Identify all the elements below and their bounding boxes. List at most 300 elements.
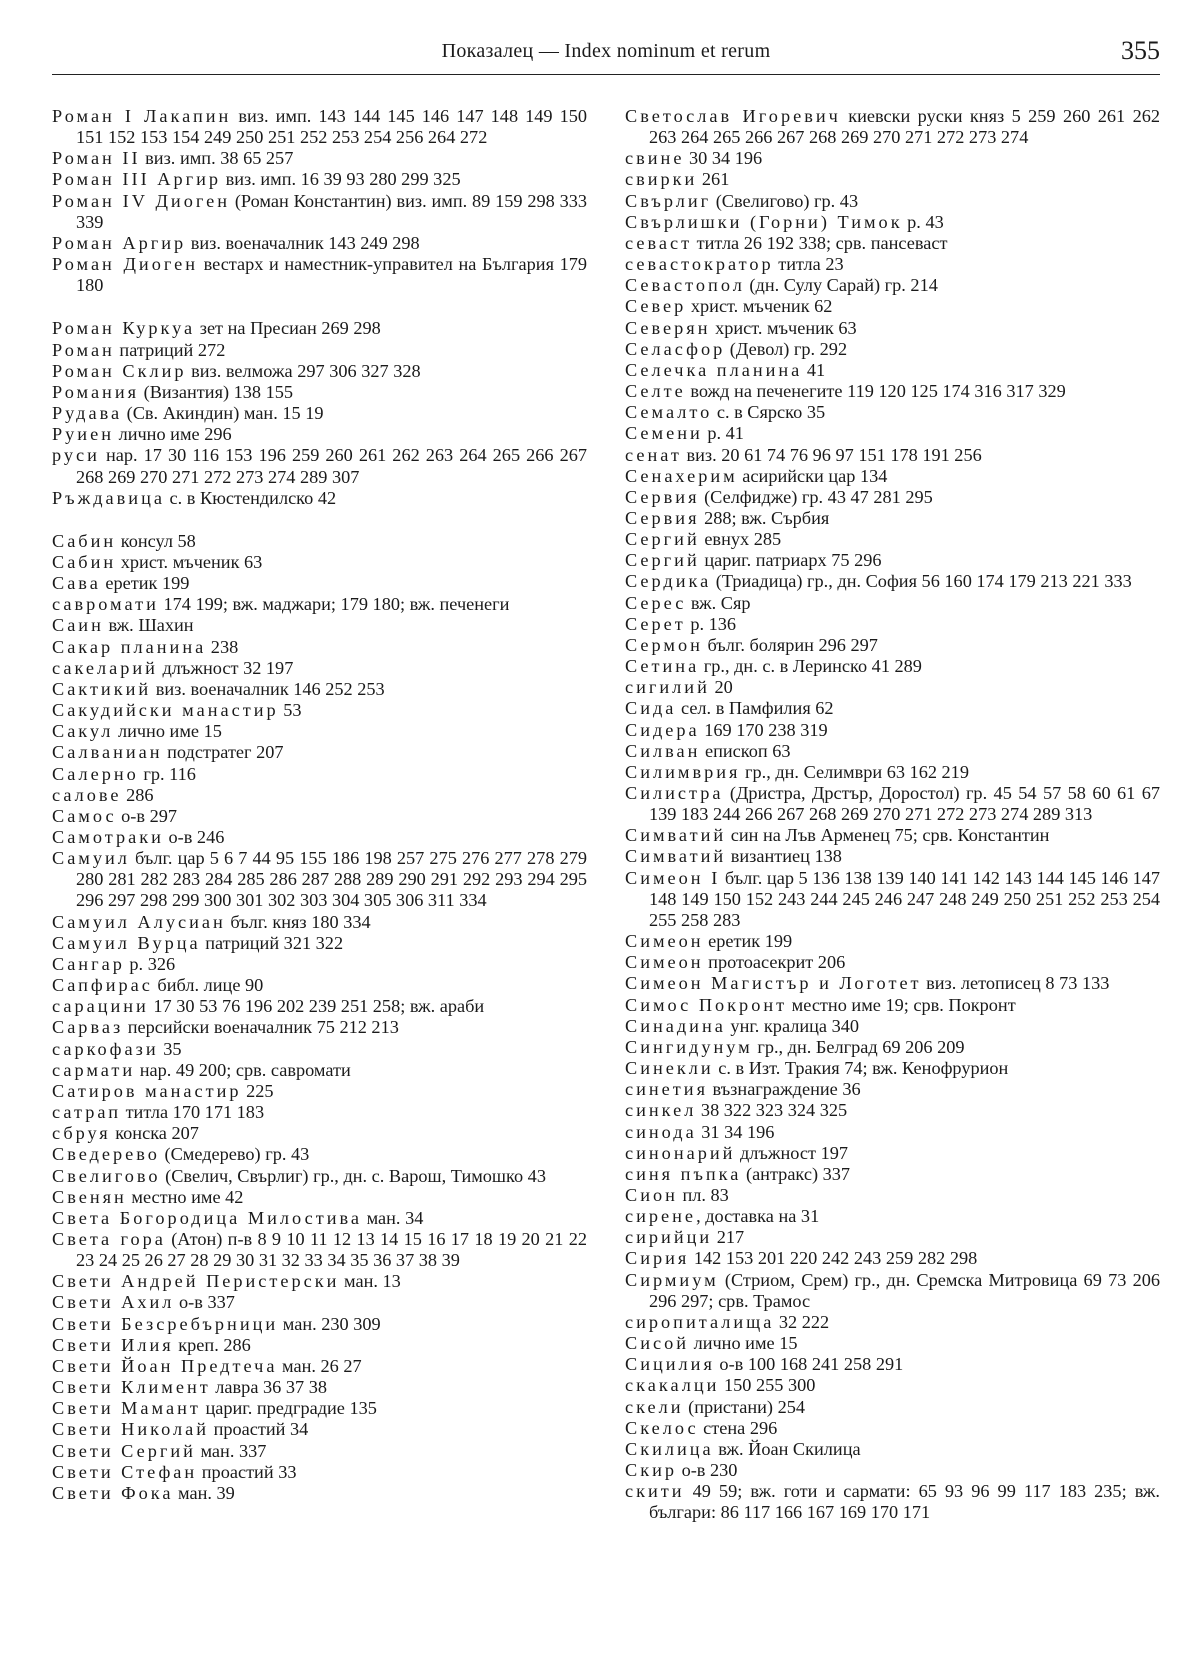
entry-headword: Роман IV Диоген — [52, 190, 230, 211]
index-entry — [52, 785, 587, 806]
entry-references: 35 — [158, 1038, 182, 1059]
entry-headword: Симос Покронт — [625, 994, 788, 1015]
entry-headword: Салерно — [52, 763, 139, 784]
entry-references: (Селфидже) гр. 43 47 281 295 — [699, 486, 933, 507]
entry-headword: Сактикий — [52, 678, 152, 699]
index-entry — [52, 954, 587, 975]
entry-headword: Свети Андрей Перистерски — [52, 1271, 340, 1292]
index-entry — [625, 550, 1160, 571]
index-entry — [52, 382, 587, 403]
entry-headword: Сердика — [625, 571, 712, 592]
index-entry — [625, 148, 1160, 169]
index-entry — [625, 741, 1160, 762]
entry-references: нар. 49 200; срв. савромати — [135, 1059, 351, 1080]
index-entry — [625, 1270, 1160, 1312]
entry-headword: сирийци — [625, 1227, 713, 1248]
entry-references: 225 — [241, 1080, 274, 1101]
entry-references: бълг. цар 5 6 7 44 95 155 186 198 257 275 276 277 278 279 280 281 282 283 284 285 286 287 288 289 290 291 292 293 294 295 296 297 298 299 300 301 302 303 304 305 306 311 334 — [76, 848, 587, 911]
index-entry — [52, 573, 587, 594]
entry-headword: Сион — [625, 1184, 678, 1205]
entry-references: (Смедерево) гр. 43 — [159, 1144, 310, 1165]
entry-headword: Света Богородица Милостива — [52, 1207, 363, 1228]
index-entry — [52, 721, 587, 742]
entry-headword: Саин — [52, 615, 104, 636]
index-entry — [625, 677, 1160, 698]
entry-references: 49 59; вж. готи и сармати: 65 93 96 99 117 183 235; вж. българи: 86 117 166 167 169 170 171 — [649, 1481, 1160, 1523]
index-entry — [625, 1397, 1160, 1418]
index-entry — [625, 698, 1160, 719]
entry-headword: сигилий — [625, 677, 710, 698]
entry-headword: Самос — [52, 805, 117, 826]
entry-headword: Свети Безсребърници — [52, 1313, 279, 1334]
entry-references: (Стриом, Срем) гр., дн. Сремска Митровица 69 73 206 296 297; срв. Трамос — [649, 1269, 1160, 1311]
entry-headword: Сапфирас — [52, 975, 153, 996]
index-entry — [625, 1227, 1160, 1248]
index-entry — [52, 1123, 587, 1144]
entry-references: еретик 199 — [100, 573, 190, 594]
entry-headword: Роман Аргир — [52, 232, 187, 253]
entry-references: вожд на печенегите 119 120 125 174 316 317 329 — [685, 381, 1066, 402]
index-entry — [52, 742, 587, 763]
entry-references: бълг. княз 180 334 — [225, 911, 371, 932]
entry-references: , доставка на 31 — [696, 1206, 820, 1227]
entry-headword: салове — [52, 784, 122, 805]
entry-references: с. в Сярско 35 — [712, 402, 826, 423]
index-entry — [52, 445, 587, 487]
entry-references: протоасекрит 206 — [703, 952, 846, 973]
entry-references: библ. лице 90 — [152, 975, 264, 996]
entry-headword: Свети Ахил — [52, 1292, 175, 1313]
entry-headword: Сидера — [625, 719, 700, 740]
index-entry — [625, 169, 1160, 190]
entry-headword: сирене — [625, 1206, 697, 1227]
entry-references: о-в 337 — [174, 1292, 235, 1313]
index-entry — [52, 1483, 587, 1504]
entry-references: нар. 17 30 116 153 196 259 260 261 262 263 264 265 266 267 268 269 270 271 272 273 274 289 307 — [76, 445, 587, 487]
entry-references: р. 136 — [685, 613, 737, 634]
entry-headword: севастократор — [625, 254, 774, 275]
entry-references: 261 — [697, 169, 730, 190]
entry-headword: Светослав Игоревич — [625, 106, 841, 126]
index-entry — [52, 340, 587, 361]
entry-headword: Селечка планина — [625, 359, 803, 380]
index-entry — [625, 1333, 1160, 1354]
entry-references: (Атон) п-в 8 9 10 11 12 13 14 15 16 17 18 19 20 21 22 23 24 25 26 27 28 29 30 31 32 33 34 35 36 37 38 39 — [76, 1228, 587, 1271]
entry-references: ман. 230 309 — [278, 1313, 381, 1334]
entry-headword: синонарий — [625, 1142, 736, 1163]
index-entry — [52, 148, 587, 169]
index-entry — [625, 1164, 1160, 1185]
index-entry — [52, 1081, 587, 1102]
index-entry — [625, 275, 1160, 296]
index-entry — [625, 508, 1160, 529]
entry-headword: Сава — [52, 573, 101, 594]
index-entry — [625, 1460, 1160, 1481]
entry-references: асирийски цар 134 — [737, 465, 888, 486]
index-entry — [625, 1206, 1160, 1227]
entry-headword: Скелос — [625, 1417, 699, 1438]
entry-headword: Сакар планина — [52, 636, 207, 657]
entry-headword: Сангар — [52, 953, 125, 974]
entry-headword: Сабин — [52, 551, 117, 572]
entry-headword: Роман I Лакапин — [52, 106, 232, 126]
entry-headword: Сенахерим — [625, 465, 738, 486]
index-entry — [625, 466, 1160, 487]
index-entry — [52, 1039, 587, 1060]
entry-references: бълг. цар 5 136 138 139 140 141 142 143 144 145 146 147 148 149 150 152 243 244 245 246 247 248 249 250 251 252 253 254 255 258 283 — [649, 867, 1160, 930]
index-entry — [625, 614, 1160, 635]
entry-headword: саркофази — [52, 1038, 159, 1059]
index-entry — [52, 1271, 587, 1292]
entry-headword: Сабин — [52, 530, 117, 551]
index-entry — [52, 1398, 587, 1419]
entry-headword: сарацини — [52, 996, 149, 1017]
index-entry — [52, 679, 587, 700]
entry-headword: Роман Склир — [52, 360, 187, 381]
entry-headword: Сервия — [625, 507, 700, 528]
index-entry — [52, 615, 587, 636]
entry-headword: Свети Йоан Предтеча — [52, 1355, 278, 1376]
index-entry — [52, 106, 587, 148]
entry-references: сел. в Памфилия 62 — [676, 698, 834, 719]
entry-references: христ. мъченик 63 — [116, 551, 263, 572]
entry-references: вж. Шахин — [103, 615, 194, 636]
entry-references: с. в Кюстендилско 42 — [164, 487, 337, 508]
entry-headword: свирки — [625, 169, 698, 190]
index-entry — [52, 700, 587, 721]
entry-references: гр., дн. Белград 69 206 209 — [752, 1036, 965, 1057]
entry-headword: Салваниан — [52, 742, 163, 763]
entry-references: цариг. патриарх 75 296 — [699, 550, 882, 571]
entry-references: местно име 19; срв. Покронт — [787, 994, 1016, 1015]
entry-headword: Свети Сергий — [52, 1440, 196, 1461]
entry-headword: Сицилия — [625, 1354, 715, 1375]
index-entry — [625, 783, 1160, 825]
entry-references: местно име 42 — [126, 1186, 244, 1207]
entry-headword: Сакул — [52, 721, 114, 742]
entry-headword: савромати — [52, 594, 159, 615]
index-entry — [52, 403, 587, 424]
index-entry — [625, 1122, 1160, 1143]
entry-references: (дн. Сулу Сарай) гр. 214 — [744, 275, 938, 296]
index-entry — [625, 952, 1160, 973]
entry-references: ман. 13 — [339, 1271, 401, 1292]
index-entry — [625, 212, 1160, 233]
letter-gap — [52, 296, 587, 318]
entry-headword: руси — [52, 445, 100, 466]
index-entry — [52, 594, 587, 615]
index-entry — [625, 1439, 1160, 1460]
entry-headword: Роман Диоген — [52, 254, 198, 275]
entry-references: вж. Сяр — [686, 592, 751, 613]
index-entry — [625, 1375, 1160, 1396]
entry-references: син на Лъв Арменец 75; срв. Константин — [726, 825, 1050, 846]
entry-references: р. 326 — [124, 953, 176, 974]
index-entry — [52, 1017, 587, 1038]
entry-headword: Сингидунум — [625, 1036, 753, 1057]
index-entry — [52, 1335, 587, 1356]
entry-references: (Свелигово) гр. 43 — [711, 190, 859, 211]
entry-references: 142 153 201 220 242 243 259 282 298 — [689, 1248, 978, 1269]
entry-headword: Самуил — [52, 848, 130, 869]
entry-headword: Сетина — [625, 656, 700, 677]
index-entry — [625, 1058, 1160, 1079]
entry-headword: Руиен — [52, 424, 114, 445]
entry-references: подстратег 207 — [162, 742, 284, 763]
entry-headword: Серет — [625, 613, 686, 634]
index-entry — [625, 529, 1160, 550]
entry-references: р. 43 — [902, 211, 944, 232]
entry-references: титла 26 192 338; срв. пансеваст — [692, 232, 948, 253]
entry-references: вж. Йоан Скилица — [713, 1438, 861, 1459]
entry-references: 38 322 323 324 325 — [696, 1100, 848, 1121]
entry-headword: Симватий — [625, 825, 727, 846]
entry-headword: Сервия — [625, 486, 700, 507]
entry-references: длъжност 32 197 — [157, 657, 294, 678]
entry-references: зет на Пресиан 269 298 — [195, 318, 381, 339]
index-entry — [625, 973, 1160, 994]
index-entry — [52, 1462, 587, 1483]
index-entry — [625, 1185, 1160, 1206]
entry-headword: Свети Стефан — [52, 1461, 198, 1482]
index-column-left — [52, 106, 587, 1504]
entry-headword: Силван — [625, 740, 701, 761]
entry-references: (Роман Константин) виз. имп. 89 159 298 333 339 — [76, 190, 588, 232]
entry-headword: севаст — [625, 232, 693, 253]
index-entry — [625, 402, 1160, 423]
entry-references: ман. 26 27 — [277, 1355, 362, 1376]
entry-headword: синя пъпка — [625, 1163, 742, 1184]
entry-headword: Сирмиум — [625, 1269, 719, 1290]
entry-references: виз. военачалник 143 249 298 — [186, 232, 420, 253]
entry-references: проастий 33 — [197, 1461, 297, 1482]
entry-references: персийски военачалник 75 212 213 — [123, 1017, 399, 1038]
index-entry — [625, 1079, 1160, 1100]
entry-headword: скели — [625, 1396, 684, 1417]
entry-references: 238 — [206, 636, 239, 657]
entry-headword: Скир — [625, 1460, 677, 1480]
index-entry — [52, 1144, 587, 1165]
entry-headword: Роман Куркуа — [52, 318, 196, 339]
entry-references: 150 255 300 — [719, 1375, 816, 1396]
index-entry — [52, 233, 587, 254]
page-header — [52, 32, 1160, 72]
entry-references: 41 — [802, 359, 826, 380]
entry-headword: Север — [625, 296, 687, 317]
entry-references: титла 23 — [773, 254, 844, 275]
index-entry — [52, 552, 587, 573]
entry-references: креп. 286 — [173, 1334, 251, 1355]
entry-headword: Синекли — [625, 1058, 714, 1079]
entry-references: виз. 20 61 74 76 96 97 151 178 191 256 — [681, 444, 982, 465]
entry-headword: Селасфор — [625, 338, 726, 359]
index-entry — [625, 1354, 1160, 1375]
entry-headword: Сирия — [625, 1248, 690, 1269]
entry-headword: Свети Климент — [52, 1377, 211, 1398]
entry-references: (Триадица) гр., дн. София 56 160 174 179 213 221 333 — [711, 571, 1132, 592]
entry-references: 30 34 196 — [684, 148, 763, 169]
entry-headword: Симеон — [625, 931, 704, 952]
entry-headword: Селте — [625, 381, 686, 402]
index-entry — [52, 996, 587, 1017]
index-entry — [625, 762, 1160, 783]
entry-headword: Свърлишки (Горни) Тимок — [625, 211, 903, 232]
entry-headword: Сисой — [625, 1333, 690, 1354]
index-entry — [52, 1377, 587, 1398]
entry-references: титла 170 171 183 — [121, 1102, 265, 1123]
header-rule — [52, 74, 1160, 75]
index-entry — [52, 169, 587, 190]
entry-headword: Сергий — [625, 550, 700, 571]
entry-headword: Сарваз — [52, 1017, 124, 1038]
index-entry — [625, 191, 1160, 212]
index-entry — [625, 423, 1160, 444]
entry-headword: Рудава — [52, 403, 123, 424]
index-entry — [625, 995, 1160, 1016]
index-entry — [52, 361, 587, 382]
index-entry — [52, 1441, 587, 1462]
entry-references: 20 — [709, 677, 733, 698]
index-entry — [625, 233, 1160, 254]
entry-references: лично име 296 — [114, 424, 232, 445]
entry-references: виз. летописец 8 73 133 — [921, 973, 1110, 994]
entry-headword: Симватий — [625, 846, 727, 867]
entry-headword: синкел — [625, 1100, 697, 1121]
index-entry — [52, 1419, 587, 1440]
index-entry — [625, 571, 1160, 592]
entry-headword: Симеон — [625, 952, 704, 973]
entry-headword: Свенян — [52, 1186, 127, 1207]
entry-headword: сбруя — [52, 1123, 111, 1144]
index-entry — [625, 656, 1160, 677]
index-entry — [52, 806, 587, 827]
entry-references: о-в 100 168 241 258 291 — [714, 1354, 904, 1375]
index-entry — [625, 846, 1160, 867]
entry-headword: Ръждавица — [52, 487, 165, 508]
entry-headword: Свети Фока — [52, 1482, 174, 1503]
index-entry — [625, 445, 1160, 466]
entry-headword: сатрап — [52, 1102, 121, 1123]
letter-gap — [52, 509, 587, 531]
index-entry — [625, 1418, 1160, 1439]
entry-references: виз. имп. 38 65 257 — [140, 148, 294, 169]
entry-references: киевски руски княз 5 259 260 261 262 263 264 265 266 267 268 269 270 271 272 273 274 — [649, 106, 1160, 148]
entry-headword: сакеларий — [52, 657, 158, 678]
entry-headword: сенат — [625, 444, 682, 465]
index-entry — [625, 1143, 1160, 1164]
entry-headword: сармати — [52, 1059, 136, 1080]
entry-headword: Романия — [52, 381, 140, 402]
entry-references: (Византия) 138 155 — [139, 381, 294, 402]
index-entry — [625, 296, 1160, 317]
index-entry — [625, 254, 1160, 275]
index-entry — [52, 933, 587, 954]
entry-headword: Самотраки — [52, 827, 164, 847]
entry-references: с. в Изт. Тракия 74; вж. Кенофрурион — [713, 1058, 1009, 1079]
entry-references: патриций 321 322 — [200, 932, 344, 953]
index-entry — [52, 975, 587, 996]
entry-headword: синода — [625, 1121, 697, 1142]
entry-headword: Севастопол — [625, 275, 745, 296]
entry-references: ман. 337 — [195, 1440, 267, 1461]
index-entry — [52, 1060, 587, 1081]
entry-headword: Северян — [625, 317, 711, 338]
entry-headword: Роман — [52, 339, 115, 360]
entry-references: 17 30 53 76 196 202 239 251 258; вж. араби — [148, 996, 485, 1017]
entry-references: христ. мъченик 62 — [686, 296, 833, 317]
entry-headword: Семалто — [625, 402, 713, 423]
entry-references: патриций 272 — [114, 339, 226, 360]
index-column-right — [625, 106, 1160, 1523]
entry-references: ман. 34 — [362, 1207, 424, 1228]
entry-references: виз. имп. 16 39 93 280 299 325 — [221, 169, 461, 190]
index-entry — [625, 1481, 1160, 1523]
index-entry — [625, 1100, 1160, 1121]
index-entry — [625, 931, 1160, 952]
entry-references: о-в 246 — [163, 827, 225, 847]
index-entry — [52, 1102, 587, 1123]
entry-references: христ. мъченик 63 — [710, 317, 857, 338]
index-entry — [52, 254, 587, 296]
index-entry — [52, 827, 587, 848]
entry-headword: Роман II — [52, 148, 141, 169]
entry-references: вестарх и наместник-управител на България 179 180 — [76, 254, 588, 296]
index-entry — [52, 1292, 587, 1313]
entry-headword: Сакудийски манастир — [52, 700, 279, 721]
index-entry — [52, 424, 587, 445]
entry-headword: Роман III Аргир — [52, 169, 222, 190]
entry-headword: Сида — [625, 698, 677, 719]
entry-headword: Симеон Магистър и Логотет — [625, 973, 922, 994]
index-entry — [52, 764, 587, 785]
entry-headword: Сведерево — [52, 1144, 160, 1165]
entry-headword: Свети Мамант — [52, 1398, 201, 1419]
entry-references: (Девол) гр. 292 — [725, 338, 848, 359]
entry-references: о-в 230 — [677, 1460, 738, 1480]
entry-references: (антракс) 337 — [741, 1163, 851, 1184]
index-entry — [625, 868, 1160, 931]
index-entry — [52, 318, 587, 339]
entry-headword: свине — [625, 148, 685, 169]
entry-references: виз. военачалник 146 252 253 — [151, 678, 385, 699]
index-entry — [625, 106, 1160, 148]
page-number: 355 — [1121, 36, 1160, 65]
entry-references: 217 — [712, 1227, 745, 1248]
entry-references: гр. 116 — [138, 763, 196, 784]
entry-references: византиец 138 — [726, 846, 842, 867]
entry-references: 169 170 238 319 — [699, 719, 828, 740]
entry-references: възнаграждение 36 — [707, 1079, 861, 1100]
entry-references: гр., дн. Селимври 63 162 219 — [740, 761, 969, 782]
entry-headword: Самуил Вурца — [52, 932, 201, 953]
index-entry — [52, 531, 587, 552]
entry-references: (Св. Акиндин) ман. 15 19 — [122, 403, 324, 424]
entry-headword: Самуил Алусиан — [52, 911, 226, 932]
index-entry — [52, 848, 587, 911]
index-entry — [52, 658, 587, 679]
entry-headword: Синадина — [625, 1015, 726, 1036]
index-entry — [52, 1314, 587, 1335]
entry-references: 32 222 — [774, 1311, 830, 1332]
entry-references: 286 — [121, 784, 154, 805]
entry-references: лавра 36 37 38 — [210, 1377, 327, 1398]
index-entry — [625, 1016, 1160, 1037]
entry-headword: Сатиров манастир — [52, 1080, 242, 1101]
entry-headword: Свети Илия — [52, 1334, 174, 1355]
entry-headword: синетия — [625, 1079, 708, 1100]
index-entry — [52, 1208, 587, 1229]
index-entry — [625, 825, 1160, 846]
